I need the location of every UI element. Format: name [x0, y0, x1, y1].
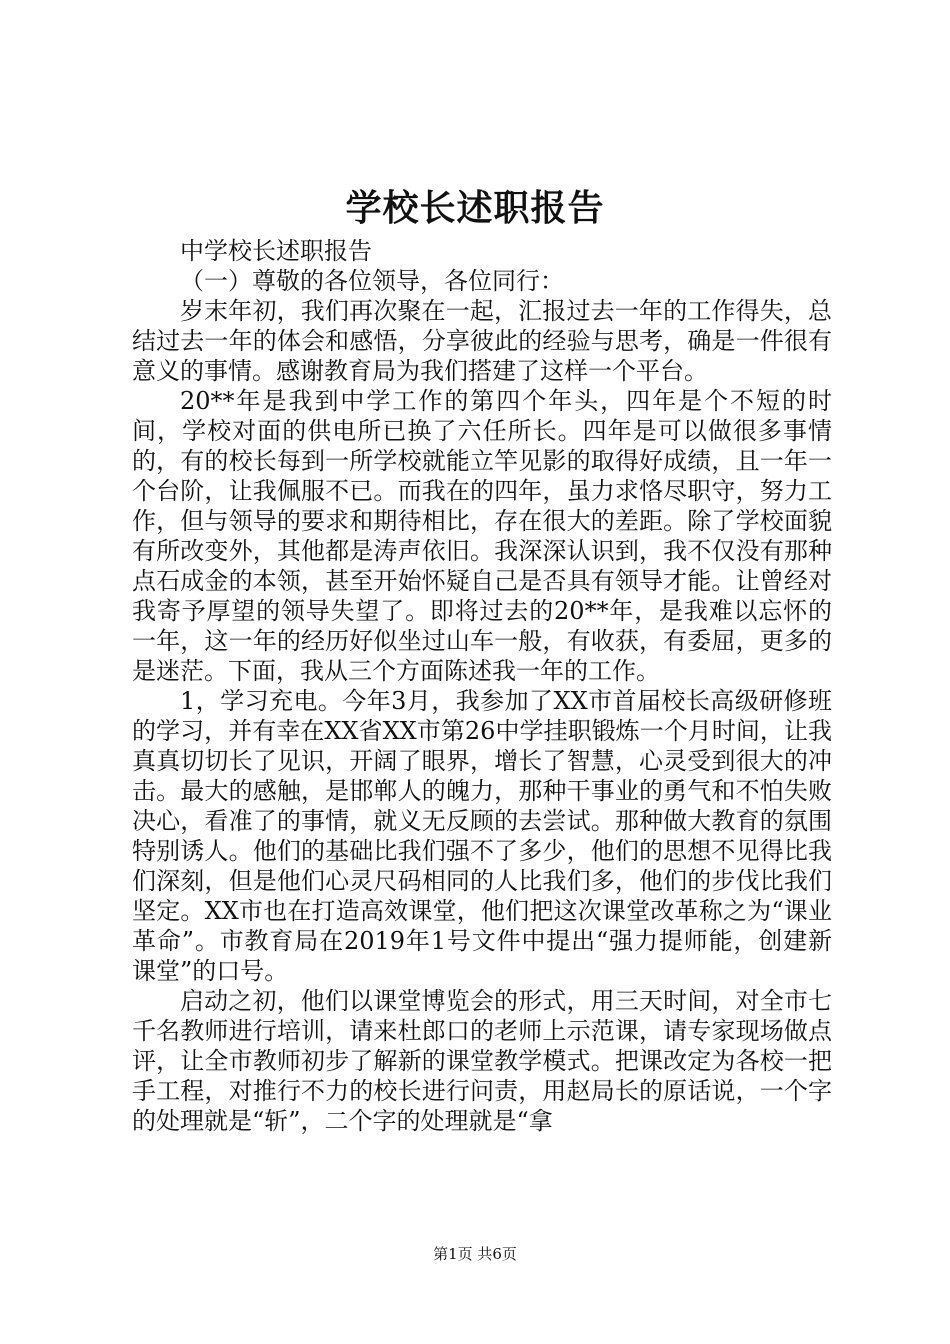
body-paragraph: 1，学习充电。今年3月，我参加了XX市首届校长高级研修班的学习，并有幸在XX省XX市第26中学挂职锻炼一个月时间，让我真真切切长了见识，开阔了眼界，增长了智慧，心灵受到很大的冲击。最大的感触，是邯郸人的魄力，那种干事业的勇气和不怕失败决心，看准了的事情，就义无反顾的去尝试。那种做大教育的氛围特别诱人。他们的基础比我们强不了多少，他们的思想不见得比我们深刻，但是他们心灵尺码相同的人比我们多，他们的步伐比我们坚定。XX市也在打造高效课堂，他们把这次课堂改革称之为“课业革命”。市教育局在2019年1号文件中提出“强力提师能，创建新课堂”的口号。: [132, 687, 832, 985]
salutation-paragraph: （一）尊敬的各位领导，各位同行：: [180, 267, 564, 295]
body-paragraph: 启动之初，他们以课堂博览会的形式，用三天时间，对全市七千名教师进行培训，请来杜郎口的老师上示范课，请专家现场做点评，让全市教师初步了解新的课堂教学模式。把课改定为各校一把手工程，对推行不力的校长进行问责，用赵局长的原话说，一个字的处理就是“斩”，二个字的处理就是“拿: [132, 987, 832, 1135]
body-paragraph: 20**年是我到中学工作的第四个年头，四年是个不短的时间，学校对面的供电所已换了六任所长。四年是可以做很多事情的，有的校长每到一所学校就能立竿见影的取得好成绩，且一年一个台阶，让我佩服不已。而我在的四年，虽力求恪尽职守，努力工作，但与领导的要求和期待相比，存在很大的差距。除了学校面貌有所改变外，其他都是涛声依旧。我深深认识到，我不仅没有那种点石成金的本领，甚至开始怀疑自己是否具有领导才能。让曾经对我寄予厚望的领导失望了。即将过去的20**年，是我难以忘怀的一年，这一年的经历好似坐过山车一般，有收获，有委屈，更多的是迷茫。下面，我从三个方面陈述我一年的工作。: [132, 387, 832, 685]
page-footer: 第1页 共6页: [433, 1245, 517, 1263]
subtitle-paragraph: 中学校长述职报告: [180, 237, 372, 265]
body-paragraph: 岁末年初，我们再次聚在一起，汇报过去一年的工作得失，总结过去一年的体会和感悟，分享彼此的经验与思考，确是一件很有意义的事情。感谢教育局为我们搭建了这样一个平台。: [132, 297, 832, 385]
page-title: 学校长述职报告: [345, 187, 605, 229]
document-body: [132, 236, 832, 1136]
